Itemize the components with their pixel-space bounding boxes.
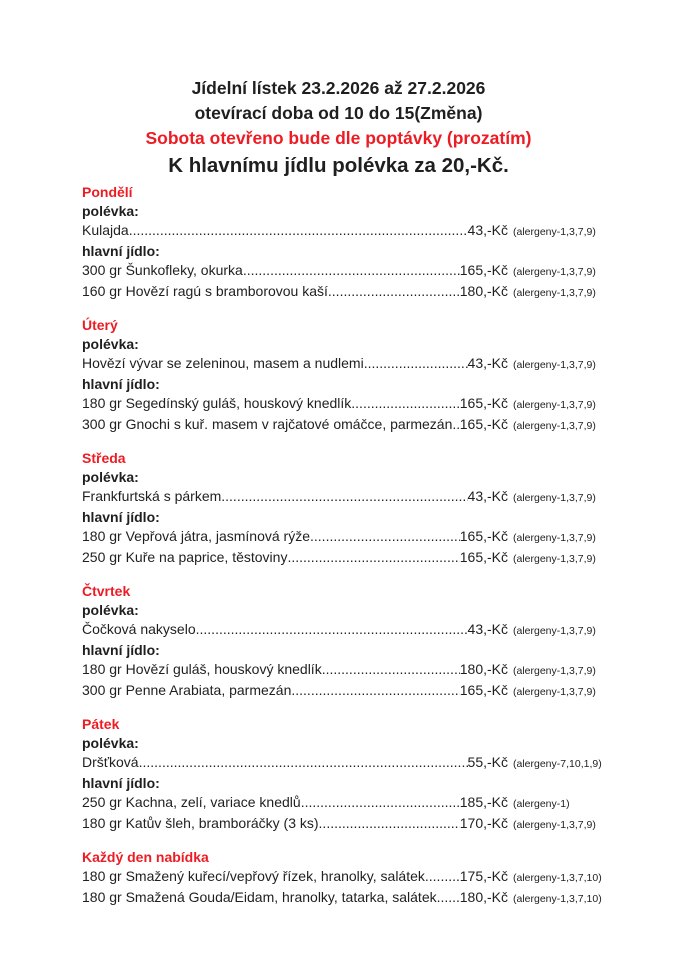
item-price: 43,-Kč (467, 222, 508, 238)
course-label: polévka: (82, 469, 139, 485)
item-allergens: (alergeny-7,10,1,9) (513, 758, 602, 770)
menu-item-main (82, 793, 508, 812)
menu-item-main (82, 888, 508, 907)
item-name: 180 gr Hovězí guláš, houskový knedlík (82, 661, 322, 677)
item-price: 55,-Kč (467, 754, 508, 770)
item-name: 180 gr Smažený kuřecí/vepřový řízek, hranolky, salátek (82, 868, 425, 884)
dot-leader (310, 527, 460, 546)
item-price: 165,-Kč (459, 528, 508, 544)
item-price: 43,-Kč (467, 621, 508, 637)
item-name: Dršťková (82, 754, 139, 770)
menu-item-main (82, 620, 508, 639)
course-label: hlavní jídlo: (82, 243, 160, 259)
item-price: 165,-Kč (459, 416, 508, 432)
menu-item-main (82, 867, 508, 886)
menu-item-main (82, 660, 508, 679)
item-allergens: (alergeny-1,3,7,9) (513, 665, 596, 677)
dot-leader (437, 888, 460, 907)
menu-item-row (82, 282, 677, 303)
item-name: Hovězí vývar se zeleninou, masem a nudlemi (82, 355, 364, 371)
day-heading: Středa (82, 450, 126, 466)
course-label: polévka: (82, 203, 139, 219)
course-label: polévka: (82, 735, 139, 751)
item-allergens: (alergeny-1,3,7,10) (513, 893, 602, 905)
menu-item-row (82, 888, 677, 909)
menu-item-row (82, 660, 677, 681)
item-price: 165,-Kč (459, 262, 508, 278)
menu-item-row (82, 620, 677, 641)
item-allergens: (alergeny-1,3,7,10) (513, 872, 602, 884)
dot-leader (287, 548, 459, 567)
menu-item-main (82, 221, 508, 240)
dot-leader (139, 753, 468, 772)
item-price: 180,-Kč (459, 661, 508, 677)
item-name: 250 gr Kachna, zelí, variace knedlů (82, 794, 301, 810)
item-name: 160 gr Hovězí ragú s bramborovou kaší (82, 283, 328, 299)
day-heading: Každý den nabídka (82, 849, 209, 865)
item-allergens: (alergeny-1,3,7,9) (513, 420, 596, 432)
item-name: 300 gr Šunkofleky, okurka (82, 262, 243, 278)
item-name: 180 gr Katův šleh, bramboráčky (3 ks) (82, 815, 319, 831)
menu-title: Jídelní lístek 23.2.2026 až 27.2.2026 (191, 78, 486, 98)
menu-item-main (82, 354, 508, 373)
item-price: 165,-Kč (459, 549, 508, 565)
dot-leader (129, 221, 468, 240)
item-price: 170,-Kč (459, 815, 508, 831)
course-label: polévka: (82, 336, 139, 352)
item-allergens: (alergeny-1,3,7,9) (513, 399, 596, 411)
day-heading: Čtvrtek (82, 583, 131, 599)
menu-sections (82, 183, 677, 909)
menu-item-row (82, 753, 677, 774)
menu-item-main (82, 394, 508, 413)
course-label: hlavní jídlo: (82, 509, 160, 525)
menu-item-main (82, 282, 508, 301)
menu-item-row (82, 354, 677, 375)
day-heading: Pátek (82, 716, 120, 732)
day-section (82, 582, 677, 702)
opening-hours: otevírací doba od 10 do 15(Změna) (194, 103, 483, 123)
menu-item-main (82, 753, 508, 772)
dot-leader (319, 814, 460, 833)
menu-item-row (82, 867, 677, 888)
menu-header (82, 76, 595, 180)
item-name: 180 gr Segedínský guláš, houskový knedlík (82, 395, 352, 411)
menu-item-row (82, 221, 677, 242)
menu-item-row (82, 793, 677, 814)
item-price: 185,-Kč (459, 794, 508, 810)
item-name: 180 gr Smažená Gouda/Eidam, hranolky, tatarka, salátek (82, 889, 437, 905)
menu-item-main (82, 681, 508, 700)
menu-item-row (82, 415, 677, 436)
course-label: hlavní jídlo: (82, 775, 160, 791)
day-heading: Úterý (82, 317, 118, 333)
dot-leader (425, 867, 460, 886)
dot-leader (364, 354, 468, 373)
item-allergens: (alergeny-1,3,7,9) (513, 686, 596, 698)
dot-leader (351, 394, 459, 413)
menu-item-row (82, 814, 677, 835)
item-price: 180,-Kč (459, 889, 508, 905)
menu-item-row (82, 394, 677, 415)
item-allergens: (alergeny-1,3,7,9) (513, 266, 596, 278)
menu-item-row (82, 681, 677, 702)
menu-item-main (82, 527, 508, 546)
menu-item-row (82, 548, 677, 569)
day-section (82, 715, 677, 835)
dot-leader (221, 487, 467, 506)
item-name: Kulajda (82, 222, 129, 238)
dot-leader (452, 415, 459, 434)
item-allergens: (alergeny-1,3,7,9) (513, 359, 596, 371)
item-price: 175,-Kč (459, 868, 508, 884)
dot-leader (196, 620, 468, 639)
item-allergens: (alergeny-1,3,7,9) (513, 492, 596, 504)
day-heading: Pondělí (82, 184, 133, 200)
item-price: 165,-Kč (459, 395, 508, 411)
item-name: 300 gr Penne Arabiata, parmezán (82, 682, 292, 698)
item-allergens: (alergeny-1,3,7,9) (513, 226, 596, 238)
dot-leader (301, 793, 460, 812)
item-allergens: (alergeny-1) (513, 798, 570, 810)
item-allergens: (alergeny-1,3,7,9) (513, 532, 596, 544)
item-name: Frankfurtská s párkem (82, 488, 222, 504)
soup-price-note: K hlavnímu jídlu polévka za 20,-Kč. (168, 154, 509, 177)
course-label: polévka: (82, 602, 139, 618)
saturday-notice: Sobota otevřeno bude dle poptávky (prozatím) (145, 128, 532, 148)
menu-item-main (82, 814, 508, 833)
dot-leader (291, 681, 459, 700)
item-allergens: (alergeny-1,3,7,9) (513, 625, 596, 637)
item-price: 43,-Kč (467, 488, 508, 504)
dot-leader (322, 660, 460, 679)
day-section (82, 449, 677, 569)
day-section (82, 183, 677, 303)
course-label: hlavní jídlo: (82, 642, 160, 658)
menu-item-row (82, 527, 677, 548)
item-price: 165,-Kč (459, 682, 508, 698)
menu-item-main (82, 261, 508, 280)
item-name: Čočková nakyselo (82, 621, 196, 637)
item-allergens: (alergeny-1,3,7,9) (513, 553, 596, 565)
menu-item-main (82, 548, 508, 567)
item-allergens: (alergeny-1,3,7,9) (513, 819, 596, 831)
menu-item-main (82, 487, 508, 506)
item-price: 43,-Kč (467, 355, 508, 371)
item-name: 250 gr Kuře na paprice, těstoviny (82, 549, 288, 565)
dot-leader (243, 261, 460, 280)
menu-item-main (82, 415, 508, 434)
item-allergens: (alergeny-1,3,7,9) (513, 287, 596, 299)
item-name: 300 gr Gnochi s kuř. masem v rajčatové omáčce, parmezán (82, 416, 453, 432)
day-section (82, 316, 677, 436)
menu-item-row (82, 487, 677, 508)
item-name: 180 gr Vepřová játra, jasmínová rýže (82, 528, 311, 544)
dot-leader (328, 282, 460, 301)
item-price: 180,-Kč (459, 283, 508, 299)
menu-item-row (82, 261, 677, 282)
day-section (82, 848, 677, 909)
course-label: hlavní jídlo: (82, 376, 160, 392)
